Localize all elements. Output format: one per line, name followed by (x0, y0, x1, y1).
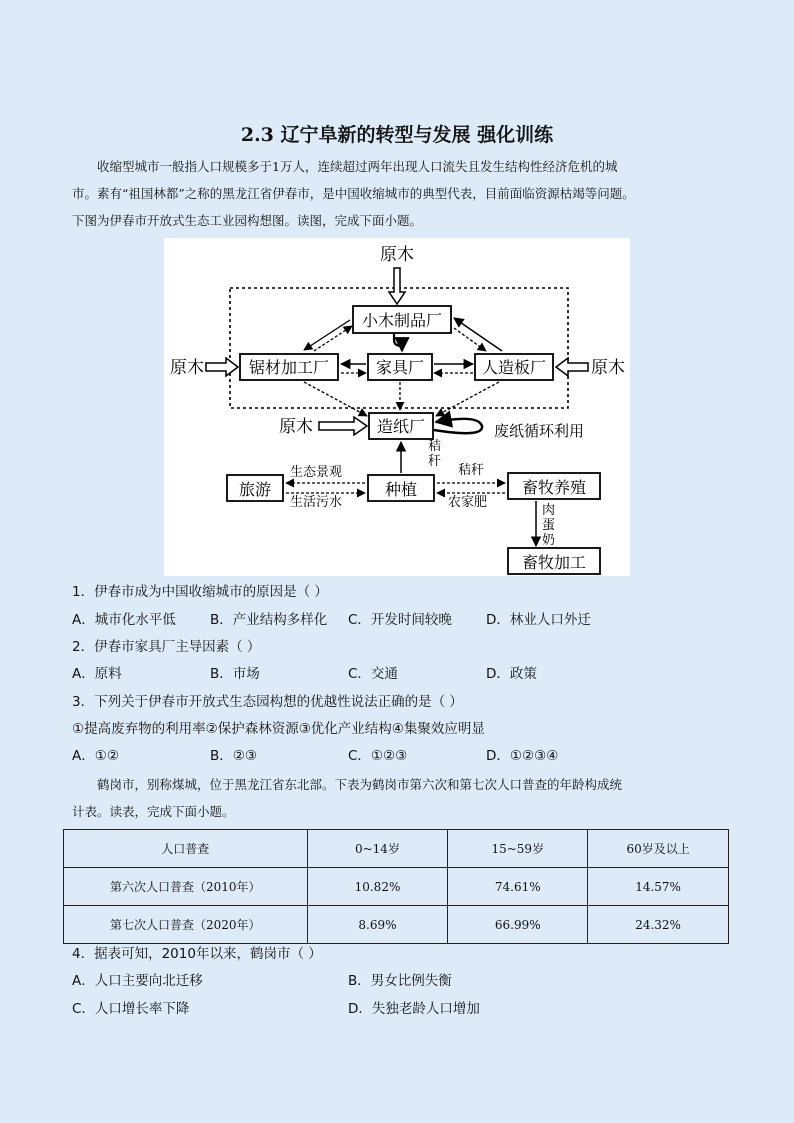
hegang-intro-line-1: 鹤岗市，别称煤城，位于黑龙江省东北部。下表为鹤岗市第六次和第七次人口普查的年龄构成统 (97, 777, 623, 792)
intro-paragraph (72, 153, 732, 234)
planting-label: 种植 (384, 480, 418, 499)
board-factory-label: 人造板厂 (481, 358, 547, 377)
table-cell: 14.57% (588, 868, 729, 906)
table-header-cell: 60岁及以上 (588, 830, 729, 868)
sawmill-to-small-wood-arrow (314, 326, 352, 351)
question-3-option-a[interactable]: A．①② (72, 748, 119, 764)
table-row (64, 868, 729, 906)
table-header-cell: 人口普查 (64, 830, 308, 868)
hegang-intro-line-2: 计表。读表，完成下面小题。 (72, 804, 235, 819)
tourism-label: 旅游 (238, 480, 272, 499)
question-1-stem: 1．伊春市成为中国收缩城市的原因是（ ） (72, 584, 328, 600)
question-2-option-d[interactable]: D．政策 (486, 666, 537, 682)
straw-horizontal-label: 秸秆 (458, 463, 485, 478)
table-cell: 第六次人口普查（2010年） (64, 868, 308, 906)
raw-wood-paper-arrow (319, 417, 367, 435)
domestic-sewage-label: 生活污水 (290, 495, 343, 510)
raw-wood-right-arrow (556, 358, 588, 376)
intro-line-2: 市。素有“祖国林都”之称的黑龙江省伊春市，是中国收缩城市的典型代表，目前面临资源枯竭等问题。 (72, 186, 635, 201)
question-4-option-b[interactable]: B．男女比例失衡 (348, 973, 452, 989)
question-2-option-b[interactable]: B．市场 (210, 666, 260, 682)
question-2-option-c[interactable]: C．交通 (348, 666, 398, 682)
table-cell: 10.82% (307, 868, 448, 906)
table-row (64, 906, 729, 944)
table-header-cell: 15~59岁 (448, 830, 588, 868)
table-cell: 第七次人口普查（2020年） (64, 906, 308, 944)
question-4-stem: 4．据表可知，2010年以来，鹤岗市（ ） (72, 946, 322, 962)
sawmill-label: 锯材加工厂 (248, 358, 330, 377)
small-wood-to-board-arrow (454, 328, 486, 351)
livestock-processing-label: 畜牧加工 (521, 553, 587, 572)
livestock-label: 畜牧养殖 (521, 478, 587, 497)
table-header-cell: 0~14岁 (307, 830, 448, 868)
question-4-option-c[interactable]: C．人口增长率下降 (72, 1001, 190, 1017)
raw-wood-right-label: 原木 (591, 358, 625, 378)
question-1-option-d[interactable]: D．林业人口外迁 (486, 612, 591, 628)
raw-wood-left-label: 原木 (170, 358, 204, 378)
question-3-stem: 3．下列关于伊春市开放式生态园构想的优越性说法正确的是（ ） (72, 694, 463, 710)
raw-wood-paper-label: 原木 (279, 417, 313, 437)
meat-egg-milk-label: 肉蛋奶 (542, 503, 556, 548)
table-cell: 24.32% (588, 906, 729, 944)
hegang-intro-paragraph (72, 771, 732, 825)
question-3-statements: ①提高废弃物的利用率②保护森林资源③优化产业结构④集聚效应明显 (72, 721, 485, 737)
question-1-option-a[interactable]: A．城市化水平低 (72, 612, 176, 628)
waste-paper-loop-arrow (434, 419, 482, 433)
question-3-option-b[interactable]: B．②③ (210, 748, 257, 764)
furniture-factory-label: 家具厂 (375, 358, 425, 377)
eco-landscape-label: 生态景观 (290, 465, 343, 480)
paper-mill-label: 造纸厂 (376, 417, 426, 436)
question-1-option-c[interactable]: C．开发时间较晚 (348, 612, 452, 628)
straw-vertical-label: 秸秆 (428, 439, 442, 469)
question-4-option-a[interactable]: A．人口主要向北迁移 (72, 973, 203, 989)
question-3-option-c[interactable]: C．①②③ (348, 748, 408, 764)
intro-line-1: 收缩型城市一般指人口规模多于1万人，连续超过两年出现人口流失且发生结构性经济危机的城 (97, 159, 618, 174)
question-1-option-b[interactable]: B．产业结构多样化 (210, 612, 328, 628)
page-title: 2.3 辽宁阜新的转型与发展 强化训练 (240, 124, 554, 146)
raw-wood-top-label: 原木 (380, 245, 414, 265)
question-2-option-a[interactable]: A．原料 (72, 666, 122, 682)
board-to-paper-arrow (436, 382, 499, 416)
table-header-row (64, 830, 729, 868)
question-4-option-d[interactable]: D．失独老龄人口增加 (348, 1001, 480, 1017)
small-wood-to-furniture-arrow (394, 334, 402, 351)
census-age-table (63, 829, 729, 944)
eco-park-diagram (164, 238, 630, 576)
sawmill-to-paper-arrow (304, 382, 367, 416)
small-wood-to-sawmill-arrow (304, 320, 350, 350)
raw-wood-left-arrow (206, 358, 238, 376)
waste-paper-label: 废纸循环利用 (494, 422, 585, 440)
question-3-option-d[interactable]: D．①②③④ (486, 748, 559, 764)
table-cell: 8.69% (307, 906, 448, 944)
small-wood-products-label: 小木制品厂 (361, 311, 443, 330)
raw-wood-top-arrow (389, 268, 405, 304)
intro-line-3: 下图为伊春市开放式生态工业园构想图。读图，完成下面小题。 (72, 213, 423, 228)
table-cell: 66.99% (448, 906, 588, 944)
table-cell: 74.61% (448, 868, 588, 906)
question-2-stem: 2．伊春市家具厂主导因素（ ） (72, 639, 261, 655)
manure-label: 农家肥 (448, 495, 488, 510)
